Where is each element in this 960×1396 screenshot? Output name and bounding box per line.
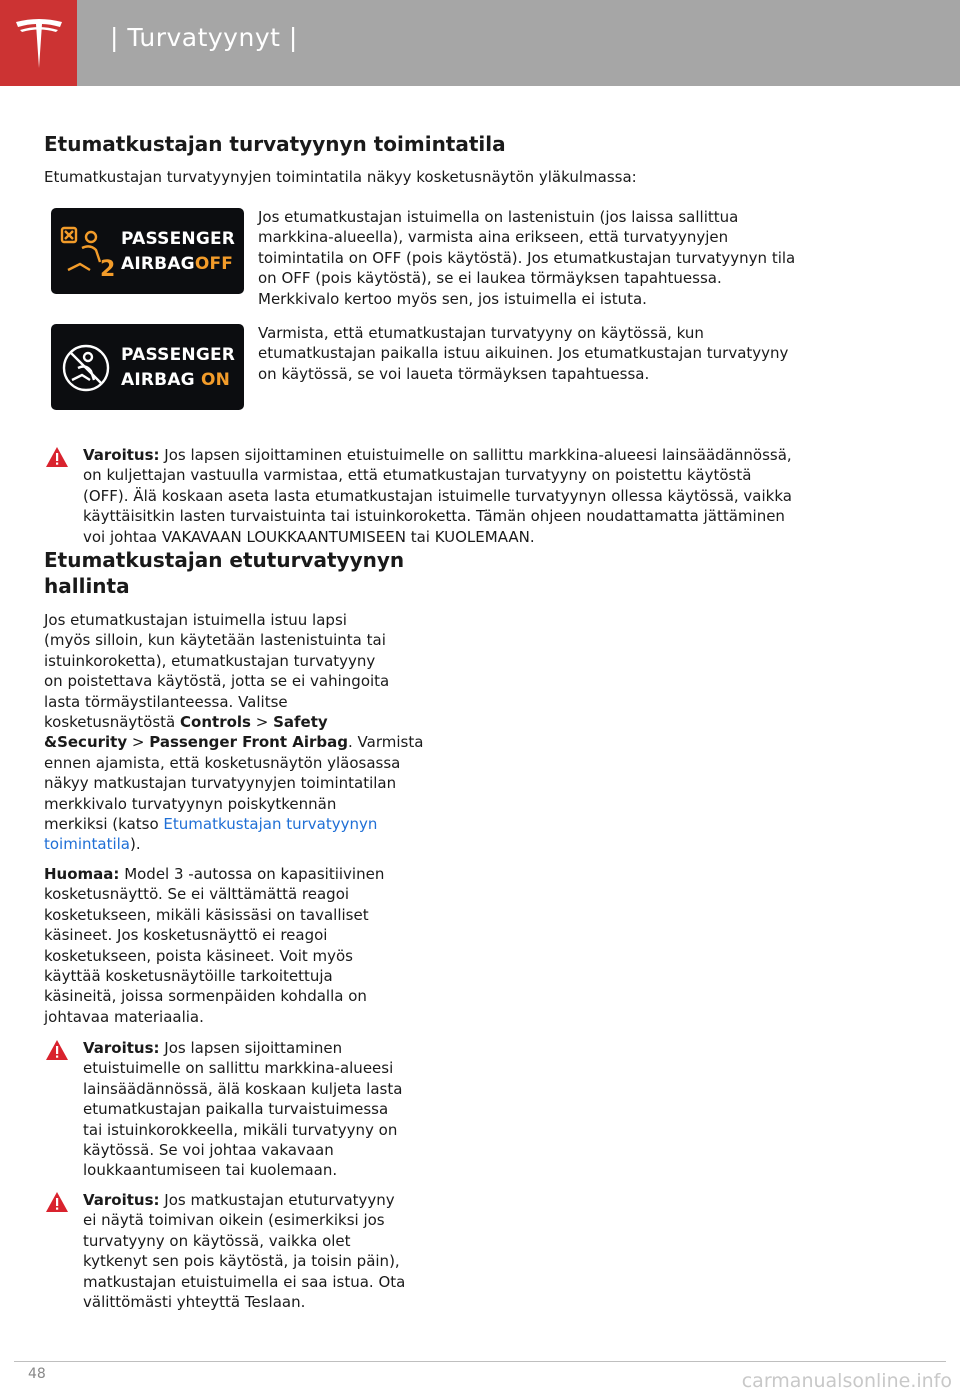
svg-text:2: 2 [100,257,116,278]
airbag-off-icon [60,226,116,278]
airbag-on-icon [60,342,112,394]
badge-label-line1: PASSENGER [121,229,236,249]
airbag-control-text: Jos etumatkustajan istuimella istuu lapsi (myös silloin, kun käytetään lastenistuinta tai istuinkoroketta), etumatkustajan turvatyyny on poistettava käytöstä, jotta se ei vahingoita lasta törmäystilanteessa. Valitse kosketusnäytöstä Controls > Safety &Security > Passenger Front Airbag. Varmista ennen ajamista, että kosketusnäytön yläosassa näkyy matkustajan turvatyynyjen toimintatilan merkkivalo turvatyynyn poiskytkennän merkiksi (katso Etumatkustajan turvatyynyn toimintatila). [44,611,424,854]
page-header [0,0,960,86]
warning-icon [45,446,69,468]
warning-icon [45,1191,69,1213]
airbag-status-link[interactable]: Etumatkustajan turvatyynyn [163,815,378,834]
watermark: carmanualsonline.info [741,1370,952,1392]
page-title: | Turvatyynyt | [110,23,298,52]
passenger-airbag-on-indicator [51,324,244,410]
intro-text: Etumatkustajan turvatyynyjen toimintatila näkyy kosketusnäytön yläkulmassa: [44,168,637,186]
warning-text: Varoitus: Jos lapsen sijoittaminen etuistuimelle on sallittu markkina-alueesi lainsäädännössä, älä koskaan kuljeta lasta etumatkustajan paikalla turvaistuimessa tai istuinkorokkeella, mikäli turvatyyny on käytössä. Se voi johtaa vakavaan loukkaantumiseen tai kuolemaan. [83,1039,403,1180]
note-text: Huomaa: Model 3 -autossa on kapasitiivinen kosketusnäyttö. Se ei välttämättä reagoi kosketukseen, mikäli käsissäsi on tavalliset käsineet. Jos kosketusnäyttö ei reagoi kosketukseen, poista käsineet. Voit myös käyttää kosketusnäytöille tarkoitettuja käsineitä, joissa sormenpäiden kohdalla on johtavaa materiaalia. [44,865,385,1026]
passenger-airbag-off-indicator [51,208,244,294]
warning-icon [45,1039,69,1061]
airbag-status-link[interactable]: toimintatila [44,835,130,854]
off-description: Jos etumatkustajan istuimella on lastenistuin (jos laissa sallittua markkina-alueella), varmista aina erikseen, että turvatyynyjen toimintatila on OFF (pois käytöstä). Jos etumatkustajan turvatyynyn tila on OFF (pois käytöstä), se ei laukea törmäyksen tapahtuessa. Merkkivalo kertoo myös sen, jos istuimella ei istuta. [258,208,796,308]
page-number: 48 [28,1366,46,1382]
warning-text: Varoitus: Jos lapsen sijoittaminen etuistuimelle on sallittu markkina-alueesi lainsäädännössä, on kuljettajan vastuulla varmistaa, että etumatkustajan turvatyyny on poistettu käytöstä (OFF). Älä koskaan aseta lasta etumatkustajan istuimelle turvatyynyn ollessa käytössä, vaikka käyttäisitkin lasten turvaistuinta tai istuinkoroketta. Tämän ohjeen noudattamatta jättäminen voi johtaa VAKAVAAN LOUKKAANTUMISEEN tai KUOLEMAAN. [83,446,792,546]
warning-text: Varoitus: Jos matkustajan etuturvatyyny ei näytä toimivan oikein (esimerkiksi jos turvatyyny on käytössä, vaikka olet kytkenyt sen pois käytöstä, ja toisin päin), matkustajan etuistuimella ei saa istua. Ota välittömästi yhteyttä Teslaan. [83,1191,406,1312]
tesla-logo-icon [12,18,66,70]
badge-label-line2: AIRBAG ON [121,370,231,390]
on-description: Varmista, että etumatkustajan turvatyyny on käytössä, kun etumatkustajan paikalla istuu aikuinen. Jos etumatkustajan turvatyyny on käytössä, se voi laueta törmäyksen tapahtuessa. [258,324,789,383]
badge-label-line1: PASSENGER [121,345,236,365]
tesla-logo [0,0,77,86]
footer-divider [14,1361,946,1362]
badge-label-line2: AIRBAGOFF [121,254,234,274]
section-heading: Etumatkustajan etuturvatyynyn hallinta [44,548,405,598]
section-heading: Etumatkustajan turvatyynyn toimintatila [44,132,506,156]
